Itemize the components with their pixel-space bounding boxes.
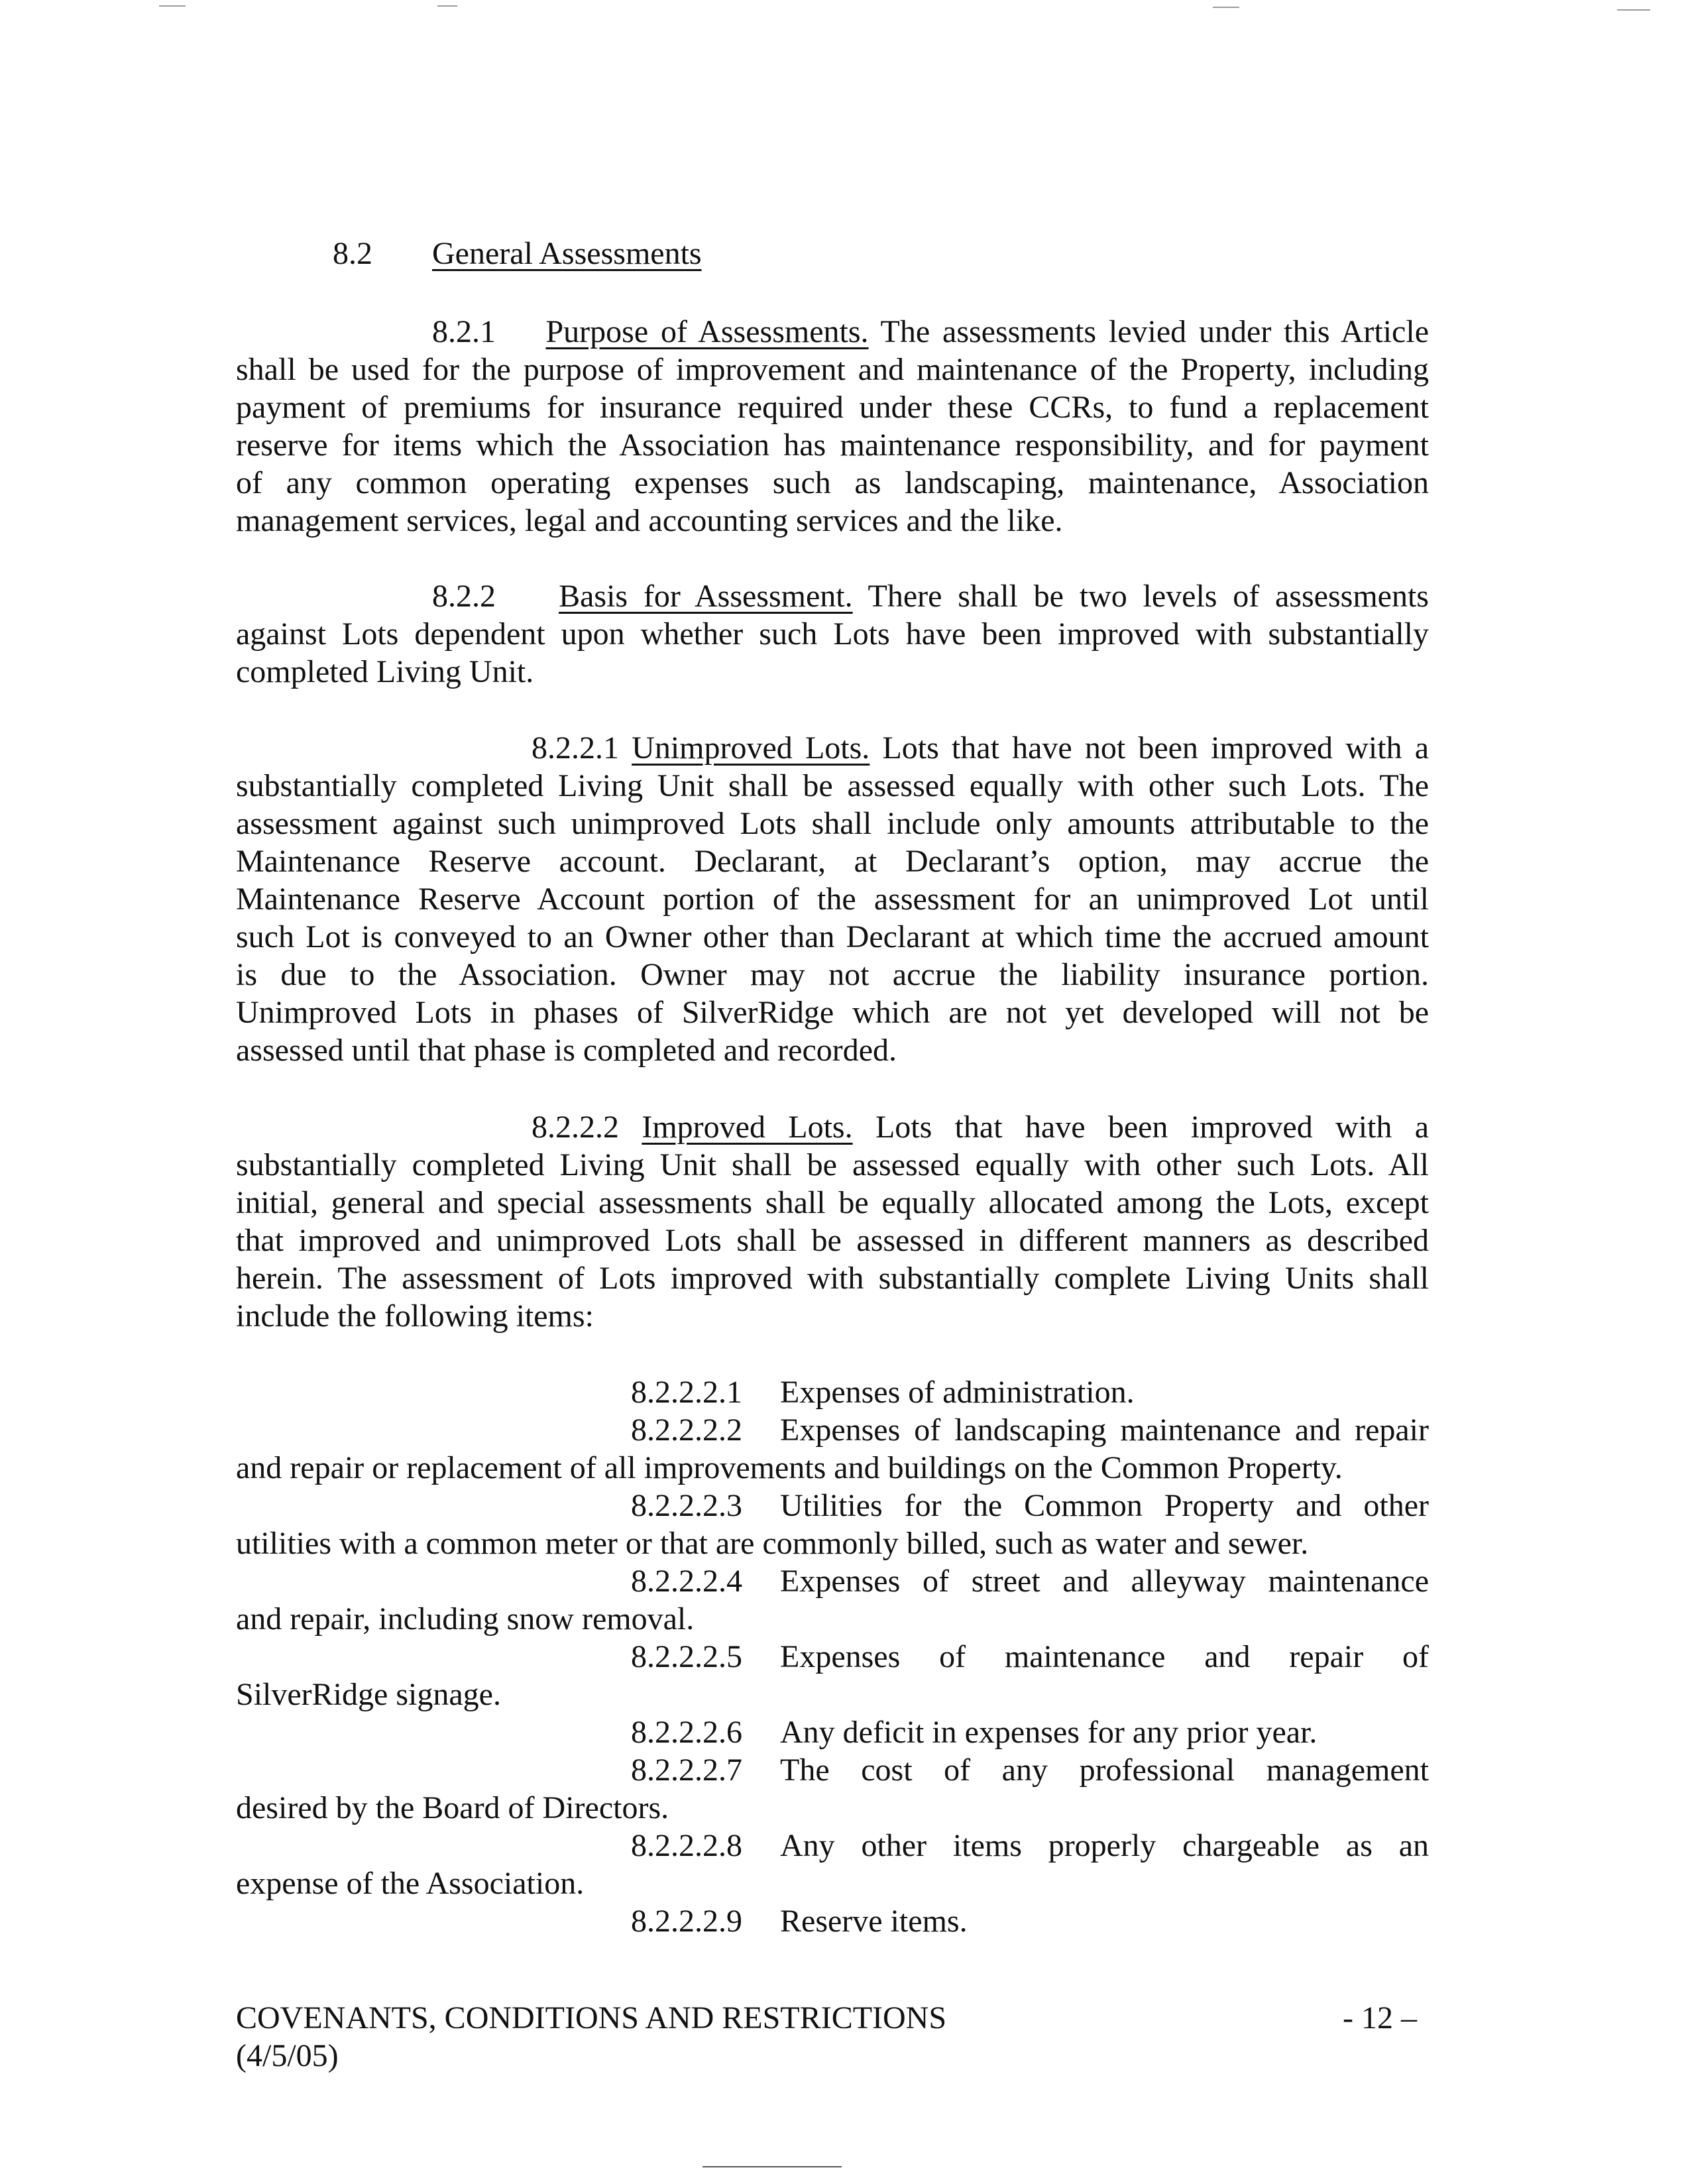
text-line: of any common operating expenses such as landscaping, maintenance, Association: [236, 465, 1429, 500]
list-item: [236, 1638, 1429, 1713]
list-item: [236, 1751, 1429, 1827]
section-heading: [333, 235, 372, 272]
list-item: [236, 1411, 1429, 1487]
text-line: management services, legal and accounting services and the like.: [236, 503, 1063, 538]
item-text-continued: utilities with a common meter or that are commonly billed, such as water and sewer.: [236, 1526, 1309, 1561]
item-number: 8.2.2.2.9: [631, 1904, 742, 1939]
scan-artifact: [1213, 7, 1239, 8]
purpose-heading: Purpose of Assessments.: [545, 314, 869, 349]
page-number: - 12 –: [1343, 2000, 1417, 2036]
text-line: shall be used for the purpose of improvement and maintenance of the Property, including: [236, 352, 1429, 387]
scan-artifact: [702, 2166, 842, 2167]
item-text: Reserve items.: [780, 1904, 968, 1939]
unimproved-first-line: 8.2.2.1 Unimproved Lots. Lots that have not been improved with a: [532, 730, 1429, 766]
item-text-continued: and repair or replacement of all improvements and buildings on the Common Property.: [236, 1450, 1343, 1485]
list-item: [236, 1562, 1429, 1638]
item-text: Utilities for the Common Property and other: [780, 1488, 1429, 1523]
paragraph-basis: [236, 577, 1429, 691]
text-line: is due to the Association. Owner may not accrue the liability insurance portion.: [236, 957, 1429, 992]
text-line: Maintenance Reserve Account portion of the assessment for an unimproved Lot until: [236, 882, 1429, 917]
paragraph-unimproved: [236, 729, 1429, 1069]
item-number: 8.2.2.2.2: [631, 1412, 742, 1448]
section-number: 8.2: [333, 236, 372, 271]
item-text: Any other items properly chargeable as an: [780, 1828, 1429, 1863]
improved-heading: Improved Lots.: [642, 1110, 853, 1145]
assessment-items-list: [236, 1373, 1429, 1940]
item-text: Expenses of landscaping maintenance and repair: [780, 1412, 1429, 1448]
item-text: Expenses of maintenance and repair of: [780, 1639, 1429, 1674]
text-line: against Lots dependent upon whether such Lots have been improved with substantially: [236, 616, 1429, 652]
scan-artifact: [159, 5, 186, 7]
item-text-continued: desired by the Board of Directors.: [236, 1790, 669, 1825]
scan-artifact: [437, 5, 457, 7]
list-item: [236, 1487, 1429, 1562]
item-text: Any deficit in expenses for any prior year.: [780, 1715, 1318, 1750]
text-line: such Lot is conveyed to an Owner other than Declarant at which time the accrued amount: [236, 919, 1429, 954]
text-line: completed Living Unit.: [236, 654, 534, 689]
section-title: General Assessments: [432, 236, 702, 271]
basis-heading: Basis for Assessment.: [559, 579, 853, 614]
item-number: 8.2.2.2.3: [631, 1488, 742, 1523]
item-text-continued: expense of the Association.: [236, 1866, 585, 1901]
list-item: [236, 1373, 1429, 1411]
text-line: reserve for items which the Association has maintenance responsibility, and for payment: [236, 428, 1429, 463]
list-item: [236, 1827, 1429, 1902]
item-number: 8.2.2.2.4: [631, 1564, 742, 1599]
item-number: 8.2.2.2.1: [631, 1375, 742, 1410]
basis-first-line: 8.2.2 Basis for Assessment. There shall be two levels of assessments: [432, 579, 1429, 614]
text-line: substantially completed Living Unit shall be assessed equally with other such Lots. All: [236, 1147, 1429, 1182]
text-line: Maintenance Reserve account. Declarant, at Declarant’s option, may accrue the: [236, 844, 1429, 879]
unimproved-heading: Unimproved Lots.: [632, 730, 870, 766]
footer-title: COVENANTS, CONDITIONS AND RESTRICTIONS: [236, 2000, 947, 2036]
item-number: 8.2.2.2.8: [631, 1828, 742, 1863]
text-line: assessed until that phase is completed and recorded.: [236, 1033, 897, 1068]
text-line: initial, general and special assessments shall be equally allocated among the Lots, except: [236, 1185, 1429, 1220]
text-line: payment of premiums for insurance required under these CCRs, to fund a replacement: [236, 390, 1429, 425]
scan-artifact: [1617, 9, 1650, 11]
improved-first-line: 8.2.2.2 Improved Lots. Lots that have been improved with a: [532, 1110, 1430, 1145]
list-item: [236, 1902, 1429, 1940]
text-line: Unimproved Lots in phases of SilverRidge which are not yet developed will not be: [236, 995, 1429, 1030]
item-text-continued: SilverRidge signage.: [236, 1677, 501, 1712]
list-item: [236, 1713, 1429, 1751]
item-text: Expenses of street and alleyway maintenance: [780, 1564, 1429, 1599]
item-number: 8.2.2.2.5: [631, 1639, 742, 1674]
item-number: 8.2.2.2.7: [631, 1753, 742, 1788]
footer-date: (4/5/05): [236, 2038, 339, 2073]
text-line: that improved and unimproved Lots shall be assessed in different manners as described: [236, 1223, 1429, 1258]
text-line: include the following items:: [236, 1298, 594, 1334]
text-line: assessment against such unimproved Lots shall include only amounts attributable to the: [236, 806, 1429, 841]
purpose-first-line: 8.2.1 Purpose of Assessments. The assessments levied under this Article: [432, 314, 1429, 349]
item-text: The cost of any professional management: [780, 1753, 1429, 1788]
text-line: herein. The assessment of Lots improved with substantially complete Living Units shall: [236, 1261, 1429, 1296]
item-text-continued: and repair, including snow removal.: [236, 1601, 695, 1637]
item-number: 8.2.2.2.6: [631, 1715, 742, 1750]
text-line: substantially completed Living Unit shall be assessed equally with other such Lots. The: [236, 768, 1429, 803]
paragraph-purpose: [236, 313, 1429, 540]
paragraph-improved: [236, 1108, 1429, 1335]
item-text: Expenses of administration.: [780, 1375, 1135, 1410]
